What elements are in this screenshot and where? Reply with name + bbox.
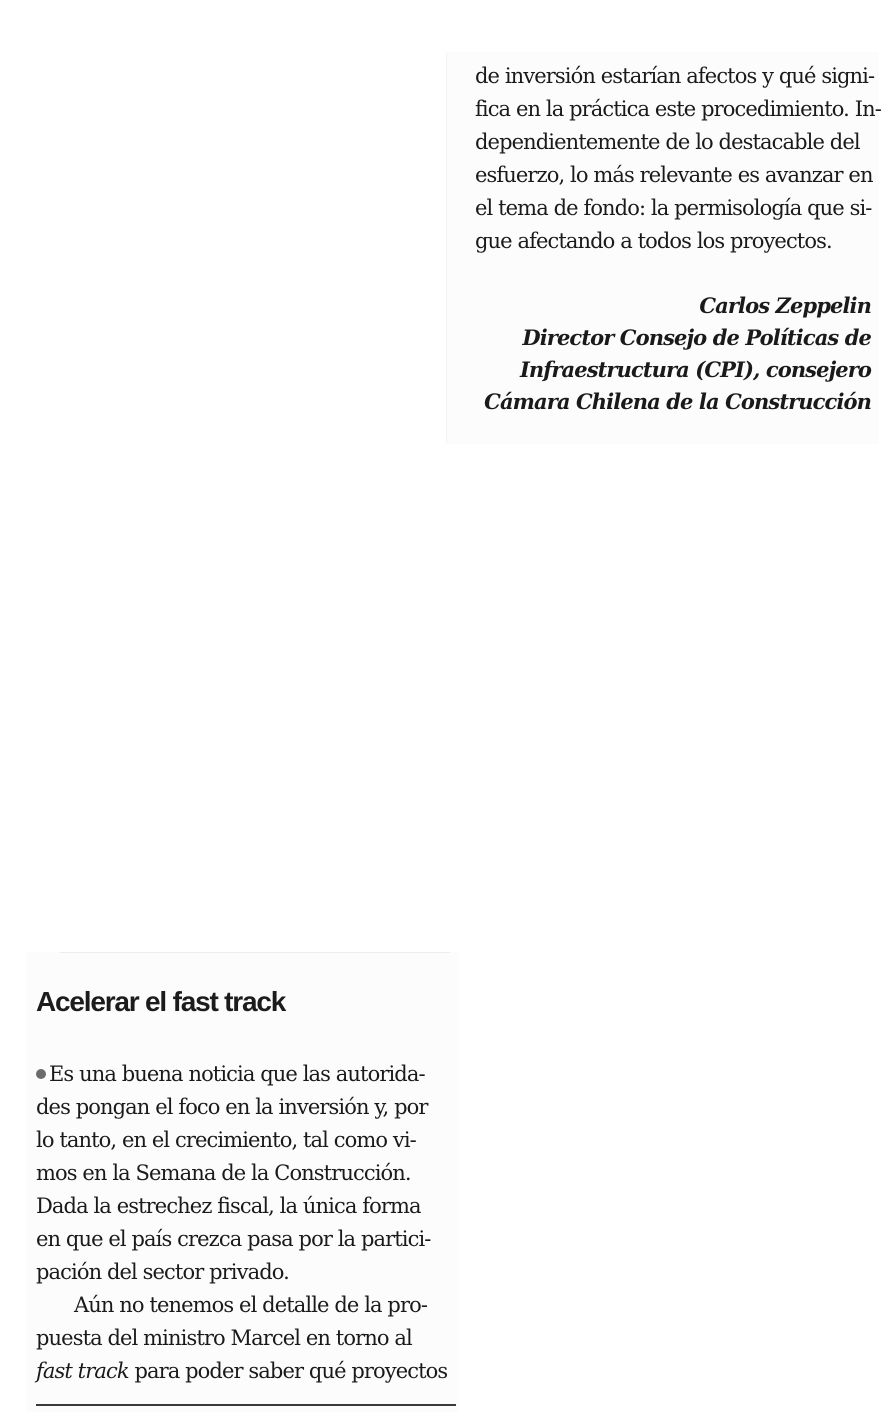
text-line: pación del sector privado. xyxy=(36,1260,289,1284)
text-line: Aún no tenemos el detalle de la pro- xyxy=(74,1293,428,1317)
text-line: de inversión estarían afectos y qué signi- xyxy=(475,64,875,88)
text-line: puesta del ministro Marcel en torno al xyxy=(36,1326,412,1350)
text-line: en que el país crezca pasa por la partici- xyxy=(36,1227,431,1251)
article-body xyxy=(36,1058,448,1388)
text-line: esfuerzo, lo más relevante es avanzar en xyxy=(475,163,873,187)
divider xyxy=(60,952,450,953)
article-headline: Acelerar el fast track xyxy=(36,986,286,1017)
letter-continuation-paragraph xyxy=(475,60,879,258)
text-line xyxy=(36,1355,448,1388)
letter-continuation-column xyxy=(446,52,879,444)
letter-article xyxy=(26,952,458,1412)
text-span: Es una buena noticia que las autorida- xyxy=(49,1062,425,1086)
divider xyxy=(36,1404,456,1406)
text-line: dependientemente de lo destacable del xyxy=(475,130,860,154)
text-line: el tema de fondo: la permisología que si- xyxy=(475,196,872,220)
author-signature xyxy=(484,290,871,418)
author-name: Carlos Zeppelin xyxy=(699,293,871,318)
text-line: fica en la práctica este procedimiento. In- xyxy=(475,97,881,121)
text-line xyxy=(36,1058,448,1091)
author-title: Infraestructura (CPI), consejero xyxy=(519,357,871,382)
text-line: des pongan el foco en la inversión y, por xyxy=(36,1095,428,1119)
text-line: gue afectando a todos los proyectos. xyxy=(475,229,832,253)
text-line: mos en la Semana de la Construcción. xyxy=(36,1161,411,1185)
text-line: lo tanto, en el crecimiento, tal como vi- xyxy=(36,1128,416,1152)
author-title: Director Consejo de Políticas de xyxy=(522,325,871,350)
text-line: Dada la estrechez fiscal, la única forma xyxy=(36,1194,421,1218)
italic-term: fast track xyxy=(36,1359,129,1383)
text-span: para poder saber qué proyectos xyxy=(128,1359,448,1383)
author-title: Cámara Chilena de la Construcción xyxy=(484,389,871,414)
bullet-icon xyxy=(36,1069,46,1079)
